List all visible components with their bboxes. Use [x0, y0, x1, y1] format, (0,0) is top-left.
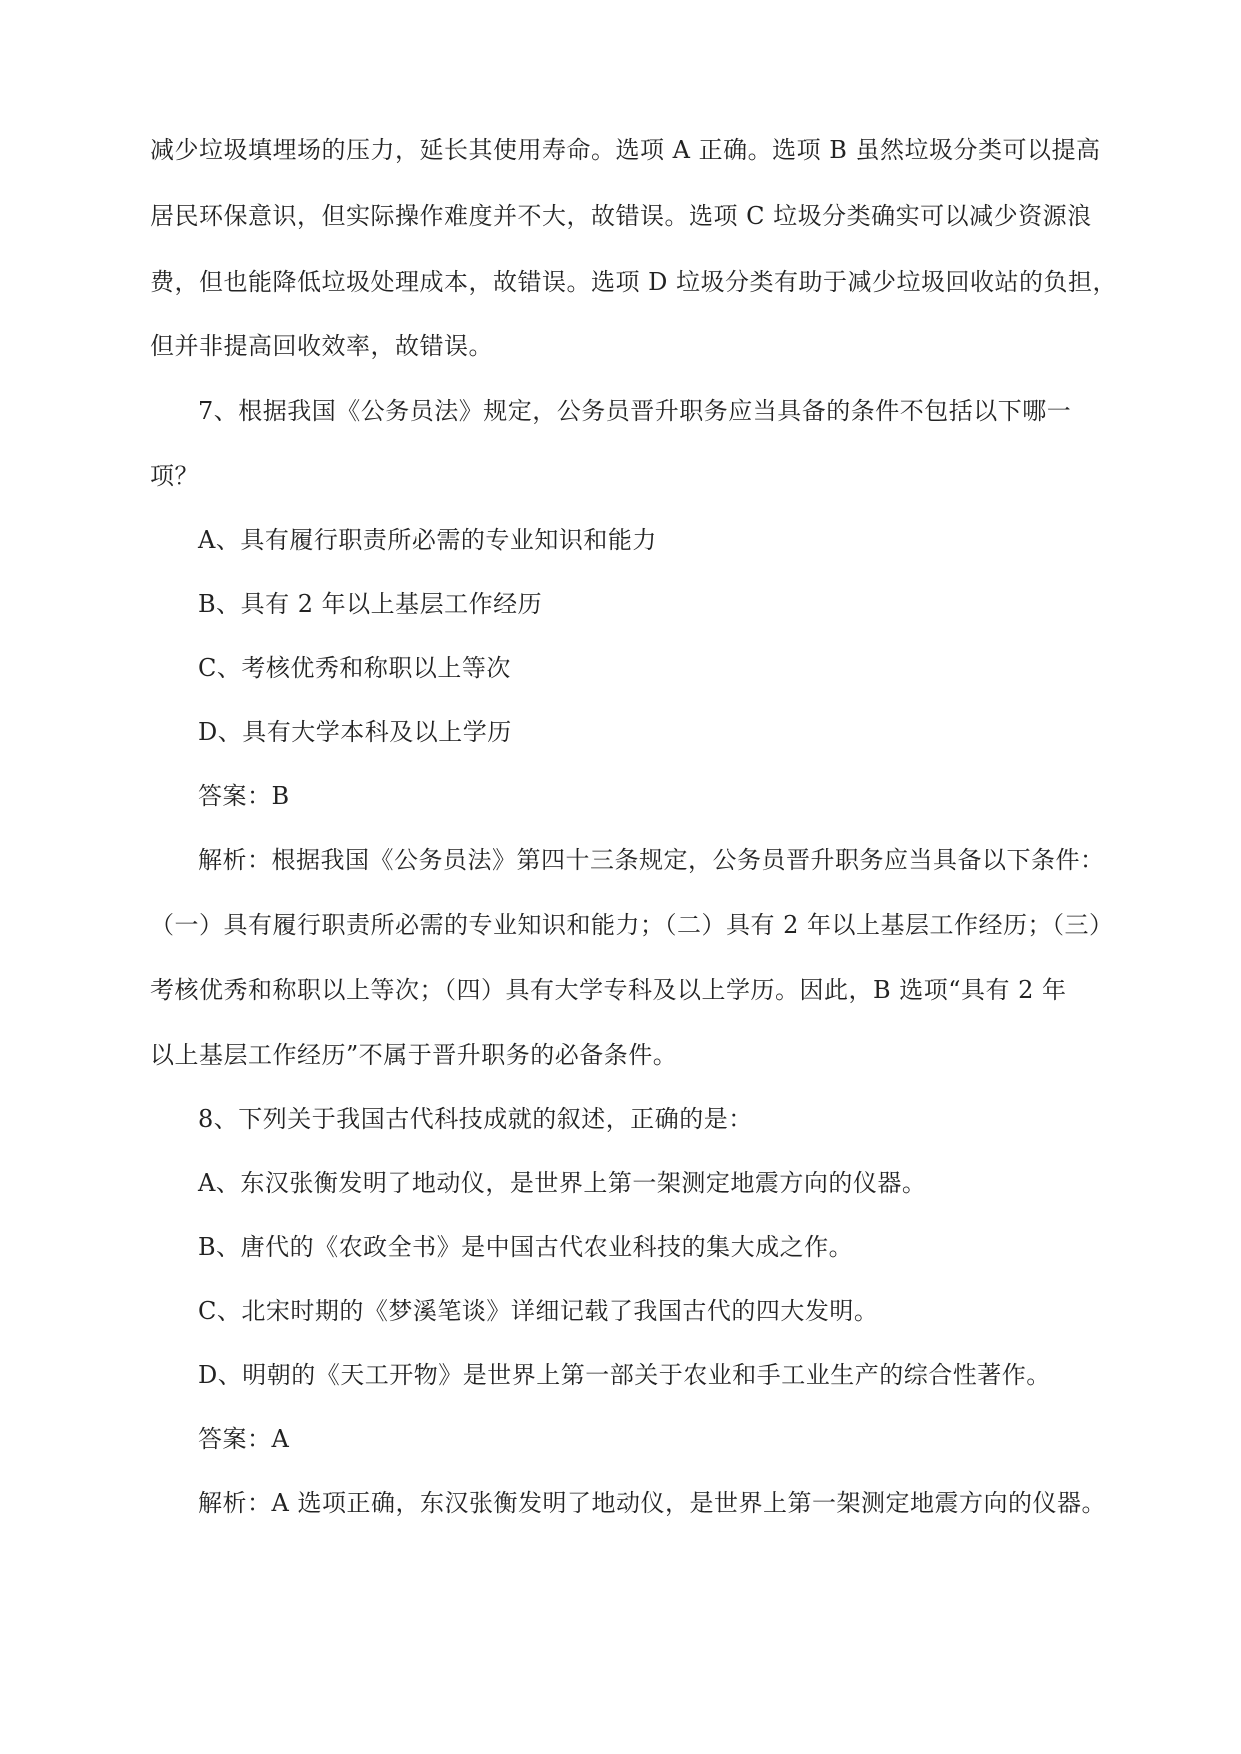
q7-option-b: B、具有 2 年以上基层工作经历: [198, 590, 543, 618]
paragraph-line: 居民环保意识，但实际操作难度并不大，故错误。选项 C 垃圾分类确实可以减少资源浪: [150, 202, 1092, 230]
question-7-text-cont: 项？: [150, 462, 199, 490]
paragraph-line: 费，但也能降低垃圾处理成本，故错误。选项 D 垃圾分类有助于减少垃圾回收站的负担，: [150, 268, 1117, 296]
q7-option-d: D、具有大学本科及以上学历: [198, 718, 512, 746]
q8-option-b: B、唐代的《农政全书》是中国古代农业科技的集大成之作。: [198, 1233, 854, 1261]
q8-analysis: 解析：A 选项正确，东汉张衡发明了地动仪，是世界上第一架测定地震方向的仪器。: [198, 1489, 1106, 1517]
q7-analysis: 解析：根据我国《公务员法》第四十三条规定，公务员晋升职务应当具备以下条件：: [198, 846, 1105, 874]
q7-analysis-cont: （一）具有履行职责所必需的专业知识和能力；（二）具有 2 年以上基层工作经历；（三）: [150, 911, 1114, 939]
q8-option-d: D、明朝的《天工开物》是世界上第一部关于农业和手工业生产的综合性著作。: [198, 1361, 1051, 1389]
paragraph-line: 减少垃圾填埋场的压力，延长其使用寿命。选项 A 正确。选项 B 虽然垃圾分类可以提高: [150, 136, 1101, 164]
question-8-text: 8、下列关于我国古代科技成就的叙述，正确的是：: [198, 1105, 753, 1133]
q7-analysis-cont: 考核优秀和称职以上等次；（四）具有大学专科及以上学历。因此，B 选项“具有 2 年: [150, 976, 1067, 1004]
paragraph-line: 但并非提高回收效率，故错误。: [150, 332, 493, 360]
question-7-text: 7、根据我国《公务员法》规定，公务员晋升职务应当具备的条件不包括以下哪一: [198, 397, 1072, 425]
q8-answer: 答案：A: [198, 1425, 290, 1453]
q8-option-c: C、北宋时期的《梦溪笔谈》详细记载了我国古代的四大发明。: [198, 1297, 879, 1325]
q7-analysis-cont: 以上基层工作经历”不属于晋升职务的必备条件。: [150, 1041, 678, 1069]
q7-option-a: A、具有履行职责所必需的专业知识和能力: [198, 526, 657, 554]
q8-option-a: A、东汉张衡发明了地动仪，是世界上第一架测定地震方向的仪器。: [198, 1169, 927, 1197]
q7-answer: 答案：B: [198, 782, 290, 810]
q7-option-c: C、考核优秀和称职以上等次: [198, 654, 511, 682]
